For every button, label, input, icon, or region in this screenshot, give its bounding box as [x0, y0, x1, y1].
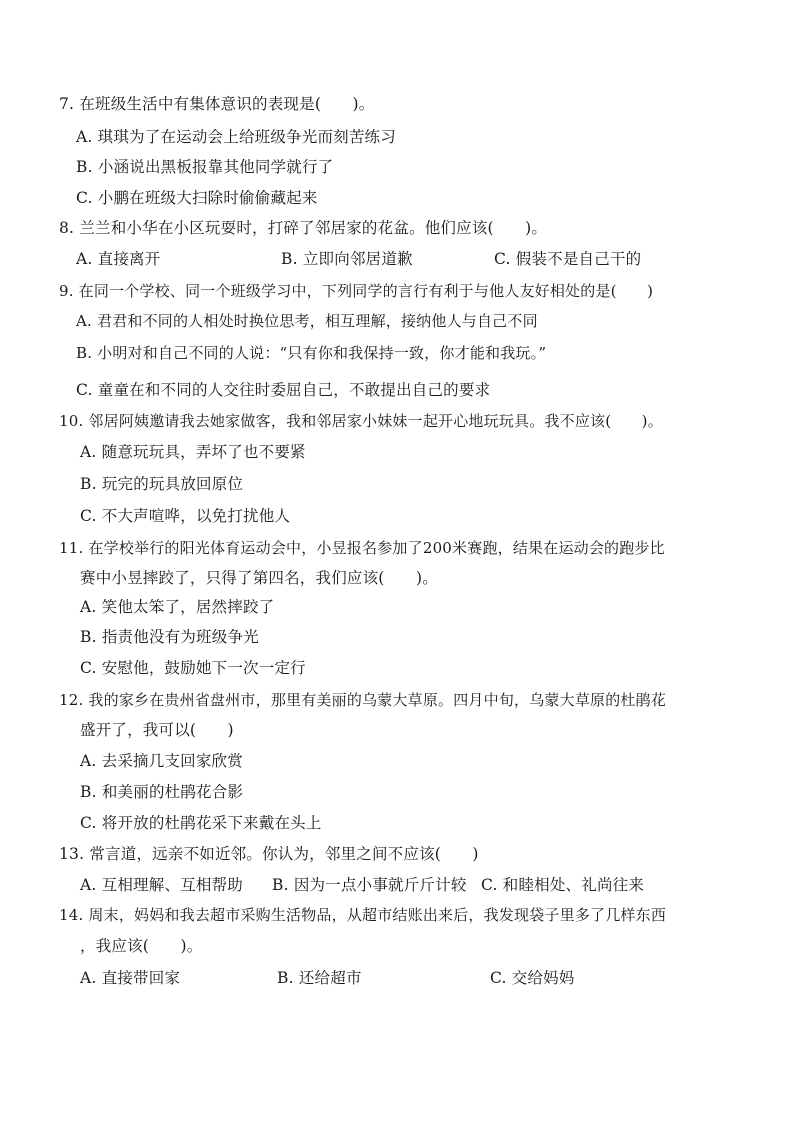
question-13-option-a[interactable]: A. 互相理解、互相帮助	[80, 876, 243, 894]
question-14-option-a[interactable]: A. 直接带回家	[80, 969, 181, 987]
question-13-option-c[interactable]: C. 和睦相处、礼尚往来	[481, 876, 645, 894]
question-14-option-b[interactable]: B. 还给超市	[277, 969, 362, 987]
question-14-options	[80, 968, 720, 988]
question-10-option-b[interactable]: B. 玩完的玩具放回原位	[80, 475, 244, 493]
question-12-option-c[interactable]: C. 将开放的杜鹃花采下来戴在头上	[80, 814, 322, 832]
question-12-stem-line-1: 12. 我的家乡在贵州省盘州市，那里有美丽的乌蒙大草原。四月中旬，乌蒙大草原的杜鹃花	[59, 691, 667, 709]
question-13-stem: 13. 常言道，远亲不如近邻。你认为，邻里之间不应该( )	[59, 845, 479, 863]
question-7-option-b[interactable]: B. 小涵说出黑板报靠其他同学就行了	[76, 158, 334, 176]
question-12-option-b[interactable]: B. 和美丽的杜鹃花合影	[80, 783, 244, 801]
question-9-option-b[interactable]: B. 小明对和自己不同的人说：“只有你和我保持一致，你才能和我玩。”	[76, 344, 547, 362]
question-8-option-a[interactable]: A. 直接离开	[76, 250, 161, 268]
question-9-stem: 9. 在同一个学校、同一个班级学习中，下列同学的言行有利于与他人友好相处的是( )	[59, 282, 654, 300]
question-7-option-c[interactable]: C. 小鹏在班级大扫除时偷偷藏起来	[76, 189, 318, 207]
question-11-stem-line-2: 赛中小昱摔跤了，只得了第四名，我们应该( )。	[80, 569, 438, 587]
question-13-option-b[interactable]: B. 因为一点小事就斤斤计较	[272, 876, 467, 894]
question-8-options	[76, 249, 676, 269]
question-8-stem: 8. 兰兰和小华在小区玩耍时，打碎了邻居家的花盆。他们应该( )。	[59, 219, 548, 237]
question-7-stem: 7. 在班级生活中有集体意识的表现是( )。	[59, 95, 375, 113]
question-8-option-b[interactable]: B. 立即向邻居道歉	[281, 250, 413, 268]
question-12-stem-line-2: 盛开了，我可以( )	[80, 721, 234, 739]
question-7-option-a[interactable]: A. 琪琪为了在运动会上给班级争光而刻苦练习	[76, 128, 396, 146]
question-14-option-c[interactable]: C. 交给妈妈	[490, 969, 575, 987]
question-10-stem: 10. 邻居阿姨邀请我去她家做客，我和邻居家小妹妹一起开心地玩玩具。我不应该( )。	[59, 412, 663, 430]
question-11-option-b[interactable]: B. 指责他没有为班级争光	[80, 628, 259, 646]
question-12-option-a[interactable]: A. 去采摘几支回家欣赏	[80, 752, 243, 770]
question-13-options	[80, 875, 720, 895]
question-9-option-a[interactable]: A. 君君和不同的人相处时换位思考，相互理解，接纳他人与自己不同	[76, 312, 538, 330]
question-14-stem-line-2: ，我应该( )。	[80, 937, 203, 955]
question-9-option-c[interactable]: C. 童童在和不同的人交往时委屈自己，不敢提出自己的要求	[76, 381, 491, 399]
question-10-option-c[interactable]: C. 不大声喧哗，以免打扰他人	[80, 507, 291, 525]
question-8-option-c[interactable]: C. 假装不是自己干的	[494, 250, 642, 268]
question-11-stem-line-1: 11. 在学校举行的阳光体育运动会中，小昱报名参加了200米赛跑，结果在运动会的跑步比	[59, 539, 665, 557]
question-11-option-c[interactable]: C. 安慰他，鼓励她下一次一定行	[80, 659, 306, 677]
question-11-option-a[interactable]: A. 笑他太笨了，居然摔跤了	[80, 598, 275, 616]
question-10-option-a[interactable]: A. 随意玩玩具，弄坏了也不要紧	[80, 443, 306, 461]
question-14-stem-line-1: 14. 周末，妈妈和我去超市采购生活物品，从超市结账出来后，我发现袋子里多了几样东西	[59, 906, 667, 924]
